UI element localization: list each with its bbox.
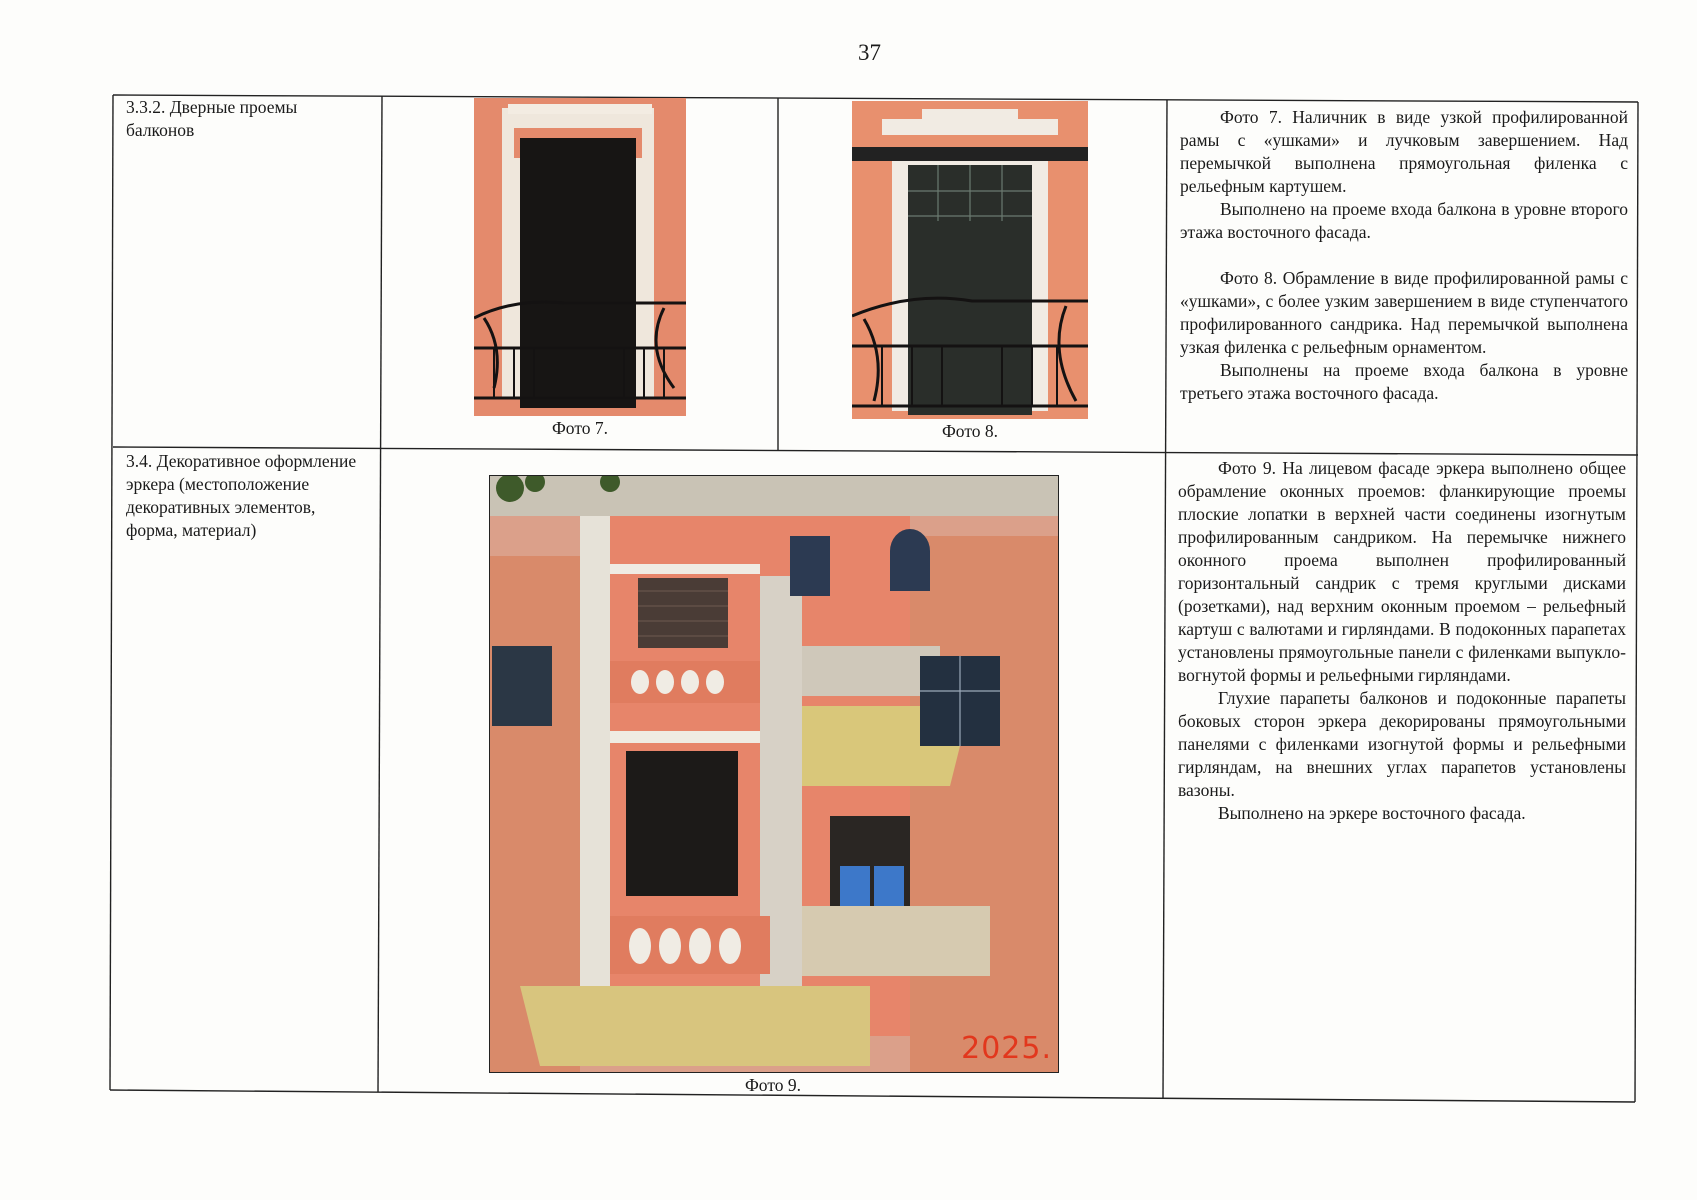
row2-paragraph: Глухие парапеты балконов и подоконные парапеты боковых сторон эркера декорированы прямоугольными панелями с филенками изогнутой формы и рельефными гирляндам, на внешних углах парапетов установлены вазоны.	[1178, 688, 1626, 800]
row1-description	[1180, 106, 1628, 405]
photo-7	[474, 98, 686, 416]
row1-label	[126, 96, 312, 142]
photo-8-caption: Фото 8.	[941, 421, 998, 441]
row2-label	[126, 450, 366, 542]
row2-label-text: 3.4. Декоративное оформление эркера (местоположение декоративных элементов, форма, материал)	[126, 451, 357, 540]
photo-9-caption: Фото 9.	[744, 1075, 801, 1095]
photo-8	[852, 101, 1088, 419]
row1-paragraph: Фото 8. Обрамление в виде профилированной рамы с «ушками», с более узким завершением в виде ступенчатого профилированного сандрика. Над перемычкой выполнена узкая филенка с рельефным орнаментом.	[1180, 268, 1628, 357]
row2-paragraph: Выполнено на эркере восточного фасада.	[1218, 803, 1526, 823]
row2-description	[1178, 457, 1626, 825]
photo-7-caption: Фото 7.	[551, 418, 608, 438]
row1-paragraph: Выполнены на проеме входа балкона в уровне третьего этажа восточного фасада.	[1180, 360, 1628, 403]
row1-paragraph: Фото 7. Наличник в виде узкой профилированной рамы с «ушками» и лучковым завершением. Над перемычкой выполнена прямоугольная филенка с рельефным картушем.	[1180, 107, 1628, 196]
row2-paragraph: Фото 9. На лицевом фасаде эркера выполнено общее обрамление оконных проемов: фланкирующие проемы плоские лопатки в верхней части соединены изогнутым профилированным сандриком. На перемычке нижнего оконного проема выполнен профилированный горизонтальный сандрик с тремя круглыми дисками (розетками), над верхним оконным проемом – рельефный картуш с валютами и гирляндами. В подоконных парапетах установлены прямоугольные панели с филенками выпукло-вогнутой формы и рельефными гирляндами.	[1178, 458, 1626, 685]
page-number: 37	[858, 40, 881, 65]
row1-paragraph: Выполнено на проеме входа балкона в уровне второго этажа восточного фасада.	[1180, 199, 1628, 242]
photo-9	[489, 475, 1059, 1073]
row1-label-text: 3.3.2. Дверные проемы балконов	[126, 97, 298, 140]
photo-9-date-stamp: 2025.	[961, 1031, 1052, 1066]
